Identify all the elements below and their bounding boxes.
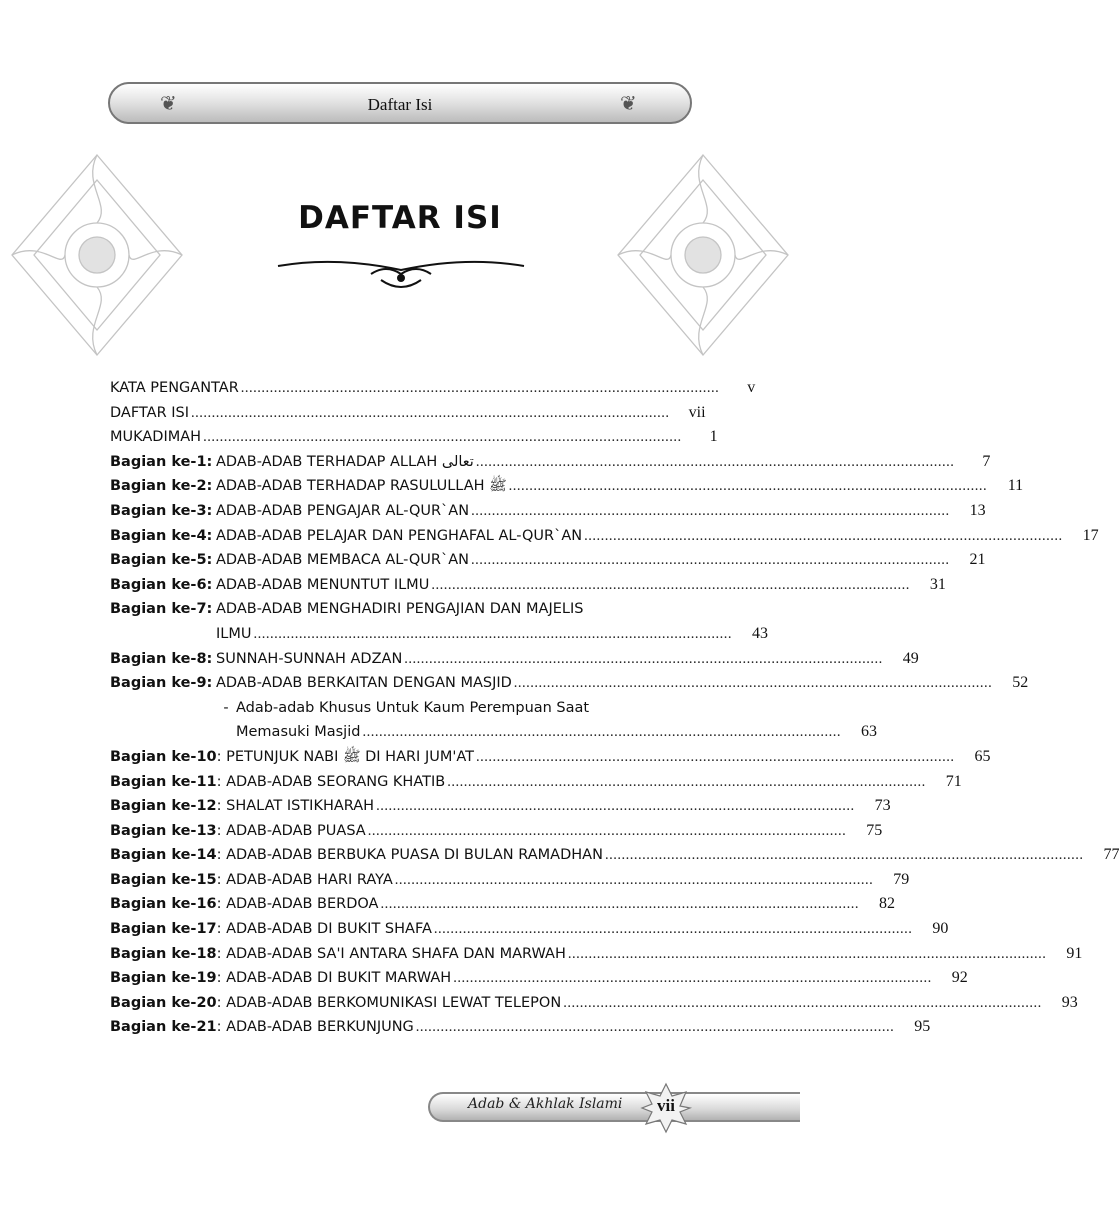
part-title-continued: ILMU bbox=[216, 625, 252, 642]
part-label: Bagian ke-10 bbox=[110, 748, 217, 765]
leader-dots: .................................................................................................................... bbox=[567, 945, 1047, 962]
part-title: SUNNAH-SUNNAH ADZAN bbox=[216, 650, 403, 667]
flourish-right-icon: ❦ bbox=[620, 93, 637, 115]
leader-dots: .................................................................................................................... bbox=[563, 994, 1042, 1011]
part-label: Bagian ke-17 bbox=[110, 921, 217, 938]
part-title: : ADAB-ADAB SA'I ANTARA SHAFA DAN MARWAH bbox=[216, 945, 566, 962]
toc-entry-page: 95 bbox=[914, 1018, 931, 1036]
part-label: Bagian ke-11 bbox=[110, 773, 217, 790]
part-label: Bagian ke-9: bbox=[110, 675, 213, 692]
table-of-contents bbox=[110, 376, 1119, 1040]
toc-entry-page: 1 bbox=[709, 428, 718, 446]
leader-dots: .................................................................................................................... bbox=[380, 896, 859, 913]
part-label: Bagian ke-8: bbox=[110, 650, 213, 667]
part-label: Bagian ke-7: bbox=[110, 601, 213, 618]
part-label: Bagian ke-14 bbox=[110, 847, 217, 864]
leader-dots: .................................................................................................................... bbox=[604, 847, 1084, 864]
toc-entry-page: 7 bbox=[982, 452, 991, 470]
toc-entry-page: 65 bbox=[974, 747, 991, 765]
subentry-title: Adab-adab Khusus Untuk Kaum Perempuan Saat bbox=[236, 699, 590, 716]
toc-entry-part-3[interactable] bbox=[110, 499, 986, 524]
toc-entry-title: KATA PENGANTAR bbox=[110, 380, 239, 396]
toc-entry-page: 43 bbox=[751, 624, 768, 642]
leader-dots: .................................................................................................................... bbox=[471, 502, 950, 519]
part-title: : ADAB-ADAB BERKOMUNIKASI LEWAT TELEPON bbox=[216, 994, 562, 1011]
leader-dots: .................................................................................................................... bbox=[376, 798, 855, 815]
toc-entry-daftar-isi[interactable] bbox=[110, 401, 706, 426]
part-label: Bagian ke-5: bbox=[110, 552, 213, 569]
part-title: : SHALAT ISTIKHARAH bbox=[216, 798, 375, 815]
toc-entry-page: 93 bbox=[1061, 993, 1078, 1011]
title-divider-icon bbox=[276, 254, 526, 294]
part-title: ADAB-ADAB TERHADAP ALLAH تعالى bbox=[216, 453, 474, 470]
leader-dots: .................................................................................................................... bbox=[447, 773, 926, 790]
page-title: DAFTAR ISI bbox=[298, 200, 502, 236]
running-header bbox=[108, 82, 692, 124]
flourish-left-icon: ❦ bbox=[160, 93, 177, 115]
toc-entry-kata-pengantar[interactable] bbox=[110, 376, 756, 401]
leader-dots: .................................................................................................................... bbox=[203, 429, 682, 446]
part-label: Bagian ke-20 bbox=[110, 994, 217, 1011]
leader-dots: .................................................................................................................... bbox=[453, 970, 932, 987]
toc-entry-page: 31 bbox=[929, 575, 946, 593]
part-label: Bagian ke-19 bbox=[110, 970, 217, 987]
part-label: Bagian ke-15 bbox=[110, 871, 217, 888]
leader-dots: .................................................................................................................... bbox=[394, 871, 874, 888]
toc-entry-page: 77 bbox=[1103, 846, 1119, 864]
toc-entry-part-13[interactable] bbox=[110, 819, 883, 844]
leader-dots: .................................................................................................................... bbox=[367, 822, 847, 839]
toc-entry-page: 17 bbox=[1082, 526, 1099, 544]
toc-entry-part-14[interactable] bbox=[110, 843, 1119, 868]
toc-entry-part-4[interactable] bbox=[110, 524, 1099, 549]
leader-dots: .................................................................................................................... bbox=[240, 380, 720, 396]
leader-dots: .................................................................................................................... bbox=[475, 748, 955, 765]
toc-subentry-cont[interactable] bbox=[110, 720, 877, 745]
part-title: : ADAB-ADAB PUASA bbox=[216, 822, 366, 839]
toc-entry-mukadimah[interactable] bbox=[110, 425, 718, 450]
toc-entry-part-19[interactable] bbox=[110, 966, 968, 991]
toc-entry-page: 90 bbox=[932, 920, 949, 938]
toc-entry-page: 79 bbox=[893, 870, 910, 888]
arabesque-ornament-right-icon bbox=[608, 145, 798, 365]
toc-entry-part-18[interactable] bbox=[110, 942, 1083, 967]
sub-dash: - bbox=[223, 699, 229, 716]
leader-dots: .................................................................................................................... bbox=[415, 1019, 895, 1036]
part-label: Bagian ke-12 bbox=[110, 798, 217, 815]
toc-entry-page: 11 bbox=[1007, 477, 1024, 495]
part-label: Bagian ke-2: bbox=[110, 478, 213, 495]
toc-entry-page: 91 bbox=[1066, 944, 1083, 962]
toc-entry-title: MUKADIMAH bbox=[110, 429, 202, 446]
part-label: Bagian ke-16 bbox=[110, 896, 217, 913]
running-header-title: Daftar Isi bbox=[367, 95, 433, 114]
leader-dots: .................................................................................................................... bbox=[513, 675, 993, 692]
toc-entry-page: 75 bbox=[866, 821, 883, 839]
part-title: ADAB-ADAB TERHADAP RASULULLAH ﷺ bbox=[216, 478, 507, 495]
toc-entry-title: DAFTAR ISI bbox=[110, 404, 190, 421]
leader-dots: .................................................................................................................... bbox=[362, 724, 841, 741]
toc-entry-part-8[interactable] bbox=[110, 647, 919, 672]
toc-entry-page: 82 bbox=[878, 895, 895, 913]
toc-entry-page: 73 bbox=[874, 797, 891, 815]
leader-dots: .................................................................................................................... bbox=[253, 625, 732, 642]
part-title: : ADAB-ADAB HARI RAYA bbox=[216, 871, 393, 888]
footer-book-title: Adab & Akhlak Islami bbox=[468, 1096, 623, 1112]
toc-entry-part-7-cont[interactable] bbox=[110, 622, 768, 647]
toc-entry-page: v bbox=[747, 379, 756, 396]
toc-entry-part-1[interactable] bbox=[110, 450, 991, 475]
part-title: ADAB-ADAB PELAJAR DAN PENGHAFAL AL-QUR`AN bbox=[216, 527, 583, 544]
toc-entry-page: 71 bbox=[945, 772, 962, 790]
part-title: : ADAB-ADAB BERKUNJUNG bbox=[216, 1019, 414, 1036]
part-title: : ADAB-ADAB SEORANG KHATIB bbox=[216, 773, 446, 790]
subentry-title-continued: Memasuki Masjid bbox=[236, 724, 361, 741]
part-label: Bagian ke-3: bbox=[110, 502, 213, 519]
part-title: : PETUNJUK NABI ﷺ DI HARI JUM'AT bbox=[216, 748, 474, 765]
leader-dots: .................................................................................................................... bbox=[191, 404, 670, 421]
toc-entry-part-21[interactable] bbox=[110, 1015, 931, 1040]
toc-entry-part-2[interactable] bbox=[110, 474, 1024, 499]
toc-entry-page: 13 bbox=[969, 501, 986, 519]
leader-dots: .................................................................................................................... bbox=[404, 650, 883, 667]
part-title: ADAB-ADAB PENGAJAR AL-QUR`AN bbox=[216, 502, 470, 519]
toc-entry-page: vii bbox=[688, 403, 706, 421]
toc-entry-page: 49 bbox=[902, 649, 919, 667]
leader-dots: .................................................................................................................... bbox=[433, 921, 913, 938]
toc-entry-part-16[interactable] bbox=[110, 892, 895, 917]
part-title: ADAB-ADAB BERKAITAN DENGAN MASJID bbox=[216, 675, 512, 692]
toc-entry-part-15[interactable] bbox=[110, 868, 910, 893]
leader-dots: .................................................................................................................... bbox=[508, 478, 988, 495]
toc-entry-page: 63 bbox=[860, 723, 877, 741]
arabesque-ornament-left-icon bbox=[2, 145, 192, 365]
footer-page-number: vii bbox=[657, 1096, 675, 1115]
part-title: ADAB-ADAB MENGHADIRI PENGAJIAN DAN MAJELIS bbox=[216, 601, 584, 618]
part-label: Bagian ke-1: bbox=[110, 453, 213, 470]
part-title: ADAB-ADAB MEMBACA AL-QUR`AN bbox=[216, 552, 469, 569]
part-label: Bagian ke-21 bbox=[110, 1019, 217, 1036]
part-title: : ADAB-ADAB DI BUKIT SHAFA bbox=[216, 921, 432, 938]
toc-entry-part-11[interactable] bbox=[110, 770, 962, 795]
part-title: : ADAB-ADAB BERDOA bbox=[216, 896, 379, 913]
part-label: Bagian ke-4: bbox=[110, 527, 213, 544]
part-title: ADAB-ADAB MENUNTUT ILMU bbox=[216, 576, 430, 593]
toc-entry-page: 52 bbox=[1012, 674, 1029, 692]
toc-entry-part-5[interactable] bbox=[110, 548, 986, 573]
leader-dots: .................................................................................................................... bbox=[431, 576, 910, 593]
toc-entry-part-9[interactable] bbox=[110, 671, 1029, 696]
toc-subentry[interactable] bbox=[110, 696, 694, 721]
part-title: : ADAB-ADAB DI BUKIT MARWAH bbox=[216, 970, 452, 987]
toc-entry-part-20[interactable] bbox=[110, 991, 1078, 1016]
toc-entry-page: 21 bbox=[969, 551, 986, 569]
toc-entry-part-7[interactable] bbox=[110, 597, 694, 622]
toc-entry-page: 92 bbox=[951, 969, 968, 987]
part-label: Bagian ke-18 bbox=[110, 945, 217, 962]
part-label: Bagian ke-13 bbox=[110, 822, 217, 839]
toc-entry-part-12[interactable] bbox=[110, 794, 891, 819]
leader-dots: .................................................................................................................... bbox=[471, 552, 950, 569]
leader-dots: .................................................................................................................... bbox=[475, 453, 955, 470]
leader-dots: .................................................................................................................... bbox=[584, 527, 1063, 544]
toc-entry-part-10[interactable] bbox=[110, 745, 991, 770]
part-label: Bagian ke-6: bbox=[110, 576, 213, 593]
part-title: : ADAB-ADAB BERBUKA PUASA DI BULAN RAMADHAN bbox=[216, 847, 603, 864]
toc-entry-part-17[interactable] bbox=[110, 917, 949, 942]
toc-entry-part-6[interactable] bbox=[110, 573, 946, 598]
